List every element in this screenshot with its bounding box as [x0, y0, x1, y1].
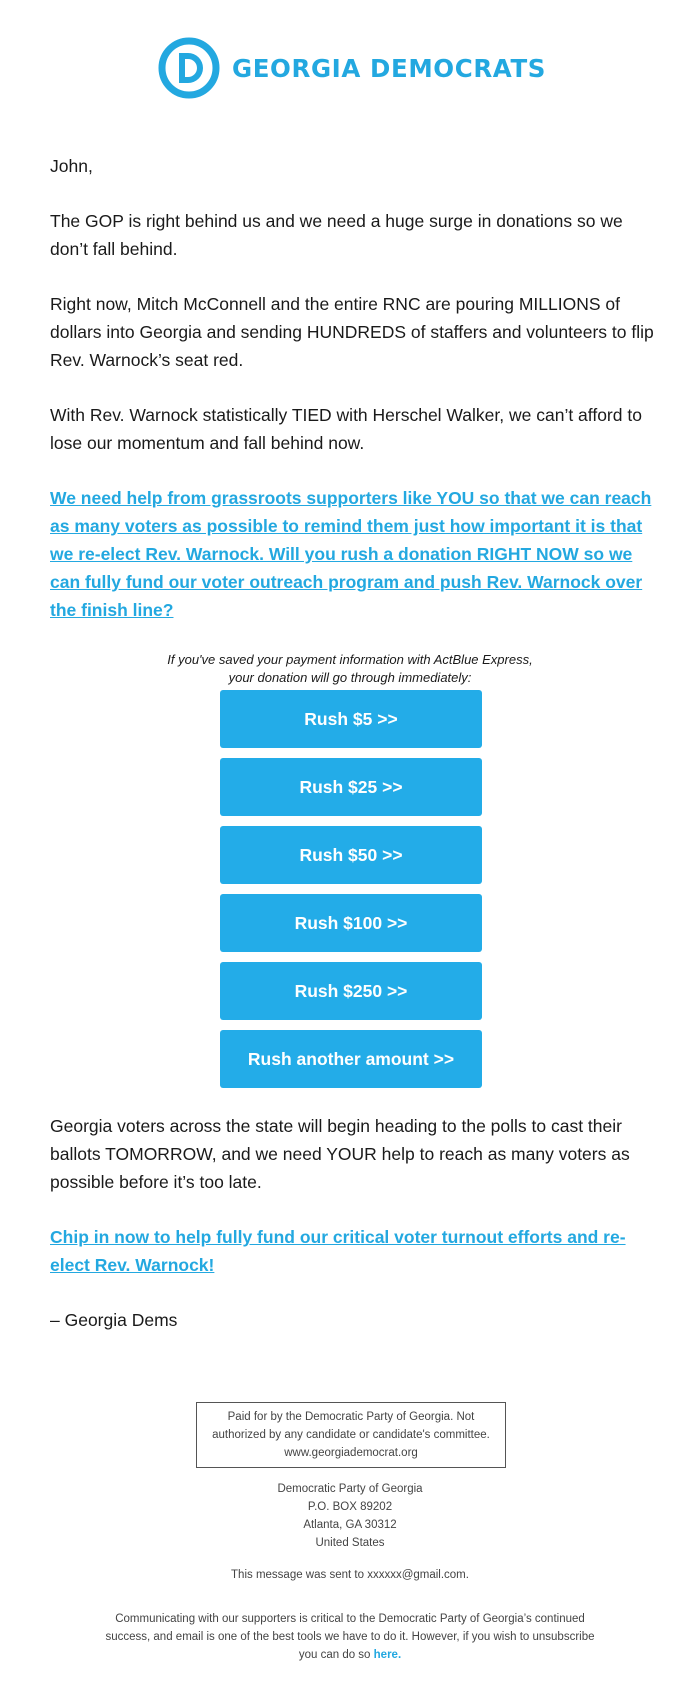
rush-250-button[interactable]: Rush $250 >> — [220, 962, 482, 1020]
democrats-d-logo-icon — [157, 36, 221, 100]
address-city: Atlanta, GA 30312 — [303, 1519, 397, 1531]
paragraph-gop-behind: The GOP is right behind us and we need a huge surge in donations so we don’t fall behind. — [50, 211, 623, 259]
unsubscribe-text: Communicating with our supporters is critical to the Democratic Party of Georgia’s continued success, and email is one of the best tools we have to do it. However, if you wish to unsubscribe you can do so — [105, 1613, 595, 1661]
logo-letter: D — [157, 36, 158, 37]
address-org: Democratic Party of Georgia — [277, 1483, 423, 1495]
sent-prefix: This message was sent to — [231, 1569, 368, 1581]
logo-wordmark: GEORGIA DEMOCRATS — [232, 53, 546, 83]
disclaimer-website: www.georgiademocrat.org — [284, 1447, 418, 1459]
unsubscribe-link[interactable]: here. — [373, 1649, 402, 1661]
rush-100-button[interactable]: Rush $100 >> — [220, 894, 482, 952]
note-line-1: If you've saved your payment information with ActBlue Express, — [167, 652, 533, 667]
greeting: John, — [50, 156, 93, 176]
disclaimer-line-2: authorized by any candidate or candidate's committee. — [212, 1429, 490, 1441]
rush-another-amount-button[interactable]: Rush another amount >> — [220, 1030, 482, 1088]
unsubscribe-notice — [100, 1610, 600, 1664]
rush-5-button[interactable]: Rush $5 >> — [220, 690, 482, 748]
recipient-email: xxxxxx@gmail.com. — [367, 1569, 469, 1581]
cta-paragraph-1 — [50, 484, 655, 624]
cta-link-rush-donation[interactable]: We need help from grassroots supporters like YOU so that we can reach as many voters as possible to remind them just how important it is that we re-elect Rev. Warnock. Will you rush a donation RIGHT NOW so we can fully fund our voter outreach program and push Rev. Warnock over the finish line? — [50, 488, 652, 620]
rush-50-button[interactable]: Rush $50 >> — [220, 826, 482, 884]
address-country: United States — [315, 1537, 385, 1549]
note-line-2: your donation will go through immediately: — [228, 670, 472, 685]
actblue-express-note — [0, 651, 700, 687]
paragraph-rnc-spending: Right now, Mitch McConnell and the entire RNC are pouring MILLIONS of dollars into Georgia and sending HUNDREDS of staffers and volunteers to flip Rev. Warnock’s seat red. — [50, 294, 654, 370]
mailing-address — [0, 1480, 700, 1552]
georgia-democrats-logo[interactable] — [157, 36, 546, 100]
cta-link-chip-in[interactable]: Chip in now to help fully fund our critical voter turnout efforts and re-elect Rev. Warnock! — [50, 1227, 626, 1275]
email-body — [50, 152, 655, 624]
signoff: – Georgia Dems — [50, 1310, 178, 1330]
address-po-box: P.O. BOX 89202 — [307, 1501, 393, 1513]
email-header — [0, 0, 700, 126]
email-body-continued — [50, 1112, 660, 1361]
disclaimer-line-1: Paid for by the Democratic Party of Georgia. Not — [227, 1411, 475, 1423]
sent-to-notice — [0, 1566, 700, 1584]
rush-25-button[interactable]: Rush $25 >> — [220, 758, 482, 816]
cta-paragraph-2 — [50, 1223, 660, 1279]
paragraph-tied-poll: With Rev. Warnock statistically TIED with Herschel Walker, we can’t afford to lose our momentum and fall behind now. — [50, 405, 642, 453]
donation-buttons — [220, 690, 482, 1098]
paragraph-polls-tomorrow: Georgia voters across the state will begin heading to the polls to cast their ballots TOMORROW, and we need YOUR help to reach as many voters as possible before it’s too late. — [50, 1116, 630, 1192]
paid-for-disclaimer — [196, 1402, 506, 1468]
